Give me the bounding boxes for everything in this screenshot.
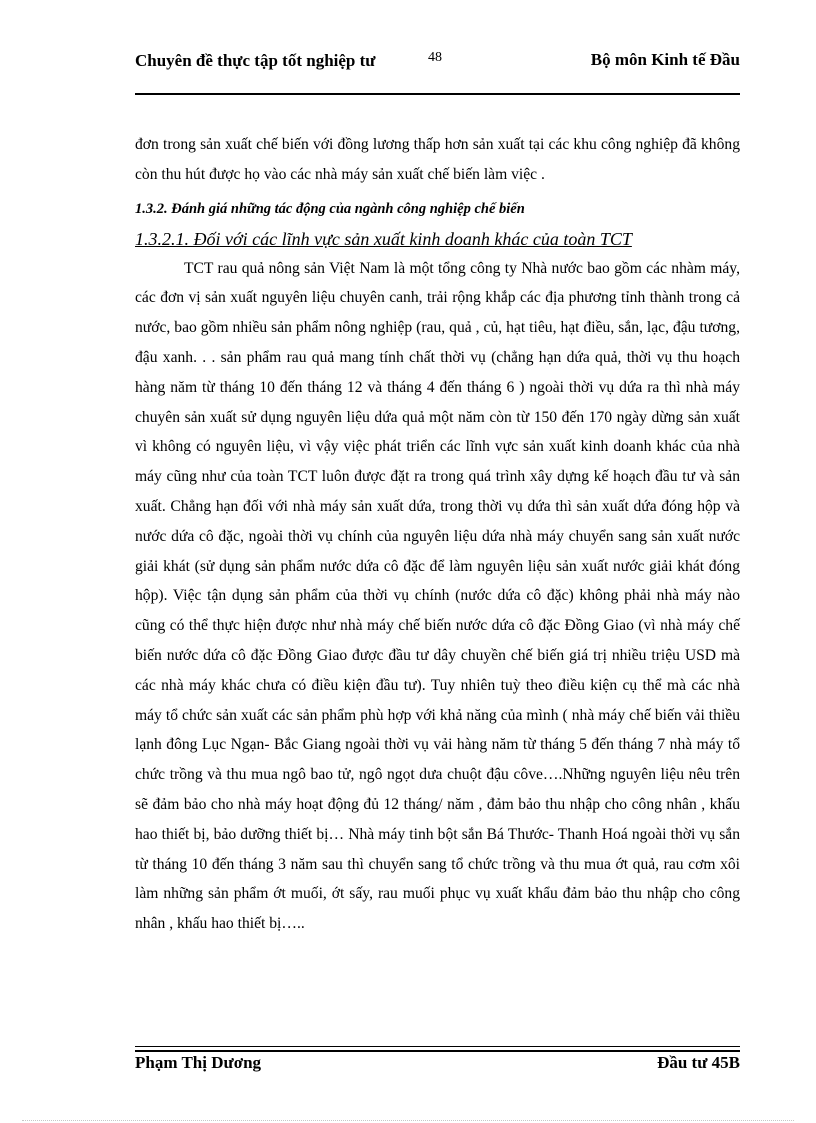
header-document-title: Chuyên đề thực tập tốt nghiệp tư xyxy=(135,51,376,70)
footer-rule-thick xyxy=(135,1050,740,1052)
document-body xyxy=(135,130,740,939)
page-header xyxy=(135,48,740,96)
intro-paragraph: đơn trong sản xuất chế biến với đồng lương thấp hơn sản xuất tại các khu công nghiệp đã không còn thu hút được họ vào các nhà máy sản xuất chế biến làm việc . xyxy=(135,136,740,183)
body-paragraph: TCT rau quả nông sản Việt Nam là một tổng công ty Nhà nước bao gồm các nhàm máy, các đơn vị sản xuất nguyên liệu chuyên canh, trải rộng khắp các địa phương tỉnh thành trong cả nước, bao gồm nhiều sản phẩm nông nghiệp (rau, quả , củ, hạt tiêu, hạt điều, sắn, lạc, đậu tương, đậu xanh. . . sản phẩm rau quả mang tính chất thời vụ (chẳng hạn dứa quả, thời vụ thu hoạch hàng năm từ tháng 10 đến tháng 12 và tháng 4 đến tháng 6 ) ngoài thời vụ dứa ra thì nhà máy chuyên sản xuất sử dụng nguyên liệu dứa quả một năm còn từ 150 đến 170 ngày dừng sản xuất vì không có nguyên liệu, vì vậy việc phát triển các lĩnh vực sản xuất kinh doanh khác của nhà máy cũng như của toàn TCT luôn được đặt ra trong quá trình xây dựng kế hoạch đầu tư và sản xuất. Chẳng hạn đối với nhà máy sản xuất dứa, trong thời vụ dứa thì sản xuất dứa đóng hộp và nước dứa cô đặc, ngoài thời vụ chính của nguyên liệu dứa nhà máy chuyển sang sản xuất nước giải khát (sử dụng sản phẩm nước dứa cô đặc để làm nguyên liệu sản xuất nước giải khát đóng hộp). Việc tận dụng sản phẩm của thời vụ chính (nước dứa cô đặc) không phải nhà máy nào cũng có thể thực hiện được như nhà máy chế biến nước dứa cô đặc Đồng Giao (vì nhà máy chế biến nước dứa cô đặc Đồng Giao được đầu tư dây chuyền chế biến giá trị nhiều triệu USD mà các nhà máy khác chưa có điều kiện đầu tư). Tuy nhiên tuỳ theo điều kiện cụ thể mà các nhà máy tổ chức sản xuất các sản phẩm phù hợp với khả năng của mình ( nhà máy chế biến vải thiều lạnh đông Lục Ngạn- Bắc Giang ngoài thời vụ vải hàng năm từ tháng 5 đến tháng 7 nhà máy tổ chức trồng và thu mua ngô bao tử, ngô ngọt dưa chuột đậu côve….Những nguyên liệu nêu trên sẽ đảm bảo cho nhà máy hoạt động đủ 12 tháng/ năm , đảm bảo thu nhập cho công nhân , khấu hao thiết bị, bảo dưỡng thiết bị… Nhà máy tinh bột sắn Bá Thước- Thanh Hoá ngoài thời vụ sắn từ tháng 10 đến tháng 3 năm sau thì chuyển sang tổ chức trồng và thu mua ớt quả, rau cơm xôi làm những sản phẩm ớt muối, ớt sấy, rau muối phục vụ xuất khẩu đảm bảo thu nhập cho công nhân , khấu hao thiết bị….. xyxy=(135,259,740,933)
footer-rule-thin xyxy=(135,1046,740,1047)
header-rule xyxy=(135,93,740,95)
page-number: 48 xyxy=(428,50,442,65)
section-heading: 1.3.2. Đánh giá những tác động của ngành công nghiệp chế biến xyxy=(135,200,525,217)
page-edge-divider xyxy=(22,1120,794,1121)
subsection-heading: 1.3.2.1. Đối với các lĩnh vực sản xuất kinh doanh khác của toàn TCT xyxy=(135,228,632,249)
footer-class: Đầu tư 45B xyxy=(657,1053,740,1072)
header-department: Bộ môn Kinh tế Đầu xyxy=(590,50,740,69)
footer-author: Phạm Thị Dương xyxy=(135,1053,262,1072)
page-footer xyxy=(135,1053,740,1079)
